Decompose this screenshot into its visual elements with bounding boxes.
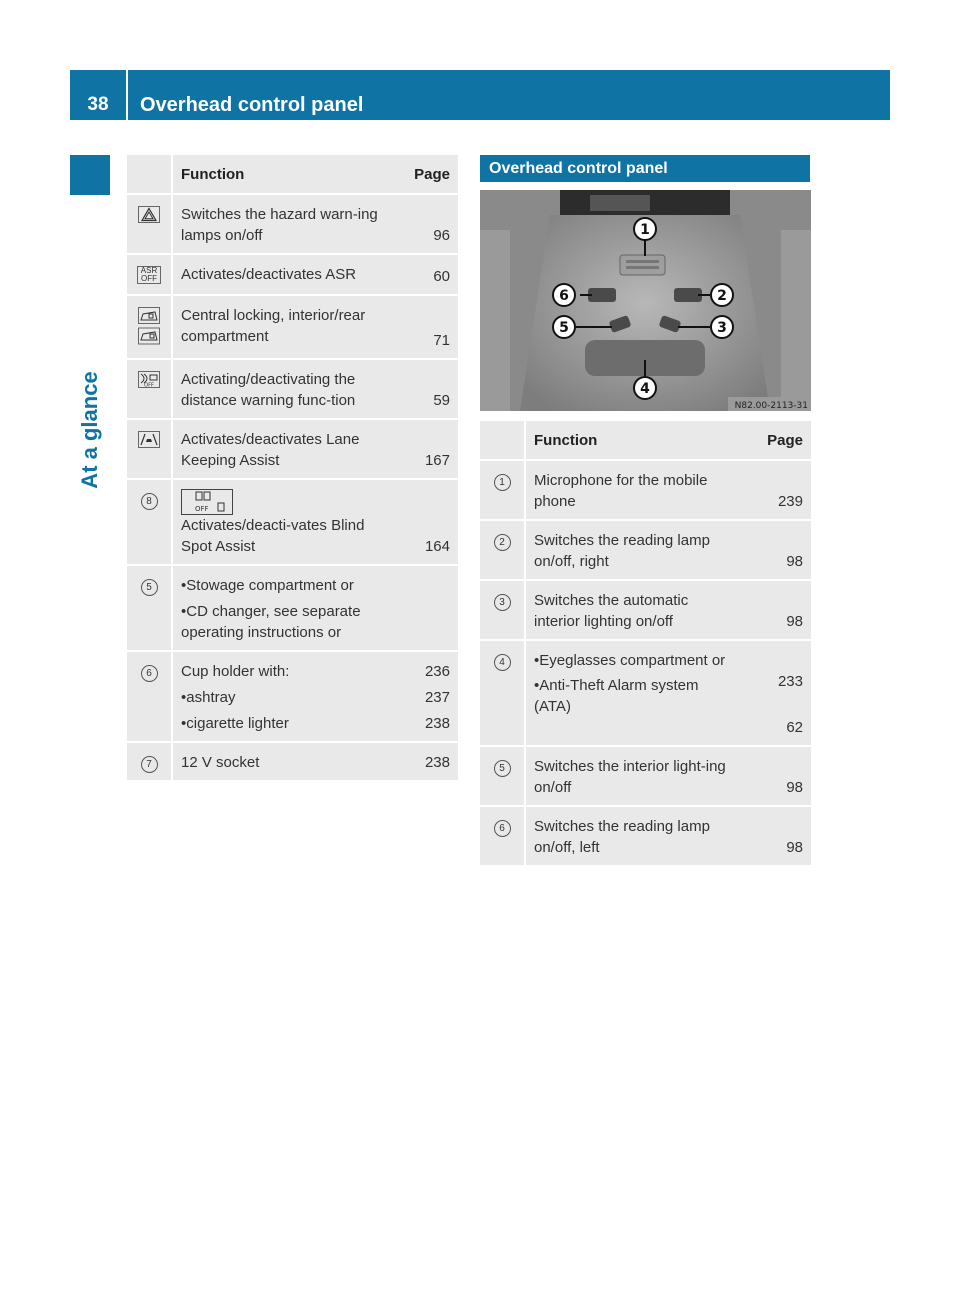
central-locking-icon [138,307,160,345]
function-text: Activating/deactivating the distance warning func-tion [173,360,394,420]
section-title: Overhead control panel [480,155,810,182]
photo-callout: 5 [559,320,569,336]
lane-keeping-icon [138,431,160,448]
list-item: • ashtray [181,687,387,708]
callout-number: 6 [141,665,158,682]
page-ref: 239 [739,461,811,521]
image-code: N82.00-2113-31 [734,401,808,411]
function-text: Switches the reading lamp on/off, right [526,521,739,581]
page-column-header: Page [394,155,458,195]
photo-callout: 3 [717,320,727,336]
photo-callout: 4 [640,381,650,397]
table-row [480,581,811,641]
table-row [127,743,458,782]
table-row [127,296,458,360]
callout-number: 5 [141,579,158,596]
function-text: Central locking, interior/rear compartment [173,296,394,360]
sidebar-tab-marker [70,155,110,195]
hazard-warning-icon [138,206,160,223]
list-item: • Eyeglasses compartment or [534,650,732,671]
callout-number: 2 [494,534,511,551]
svg-text:OFF: OFF [144,382,154,388]
page-ref: 164 [394,480,458,566]
page-ref: 238 [394,743,458,782]
left-function-table [127,155,458,782]
table-row [127,480,458,566]
table-row [127,255,458,296]
overhead-panel-photo [480,190,811,411]
function-text: Activates/deactivates ASR [173,255,394,296]
svg-text:OFF: OFF [195,505,209,513]
page-ref: 98 [739,521,811,581]
page-column-header: Page [739,421,811,461]
table-row [127,652,458,743]
list-item: • CD changer, see separate operating instructions or [181,601,387,643]
page-ref: 167 [394,420,458,480]
header-divider [126,70,128,120]
page-header [70,70,890,120]
table-row [480,641,811,747]
callout-number: 7 [141,756,158,773]
table-row [480,461,811,521]
page-ref: 238 [424,715,450,732]
function-text: Activates/deactivates Lane Keeping Assist [173,420,394,480]
callout-number: 8 [141,493,158,510]
page-ref: 237 [424,689,450,706]
callout-number: 4 [494,654,511,671]
photo-callout: 2 [717,288,727,304]
sidebar-chapter [70,330,110,530]
table-row [127,195,458,255]
table-row [480,521,811,581]
function-column-header: Function [526,421,739,461]
photo-callout: 6 [559,288,569,304]
table-row [480,747,811,807]
page-ref: 60 [394,255,458,296]
page-ref: 96 [394,195,458,255]
page-ref: 98 [739,581,811,641]
table-row [127,420,458,480]
page-ref: 233 [777,673,803,690]
function-text: 12 V socket [173,743,394,782]
distance-warning-off-icon [138,371,160,388]
page-ref: 236 [424,663,450,680]
sidebar-chapter-label: At a glance [77,371,102,489]
page-ref: 71 [394,296,458,360]
callout-number: 1 [494,474,511,491]
page-ref: 98 [739,747,811,807]
symbol-column-header [480,421,526,461]
right-function-table [480,421,811,867]
callout-number: 5 [494,760,511,777]
asr-off-icon: ASR OFF [137,266,161,284]
page-title: Overhead control panel [140,94,364,116]
function-column-header: Function [173,155,394,195]
function-text: Switches the reading lamp on/off, left [526,807,739,867]
function-text: Switches the hazard warn-ing lamps on/off [173,195,394,255]
page-ref: 62 [786,719,803,736]
page-ref: 98 [739,807,811,867]
callout-number: 3 [494,594,511,611]
table-row [480,807,811,867]
function-text: Switches the interior light-ing on/off [526,747,739,807]
list-item: • Stowage compartment or [181,575,387,596]
table-row [127,360,458,420]
symbol-column-header [127,155,173,195]
list-item: • Anti-Theft Alarm system (ATA) [534,675,732,717]
function-text: Switches the automatic interior lighting on/off [526,581,739,641]
blind-spot-icon [181,489,233,515]
function-text: Cup holder with: [181,663,290,680]
page-number: 38 [87,94,109,115]
function-text: Microphone for the mobile phone [526,461,739,521]
page-ref: 59 [394,360,458,420]
function-text: Activates/deacti-vates Blind Spot Assist [181,517,365,555]
photo-callout: 1 [640,222,650,238]
list-item: • cigarette lighter [181,713,387,734]
table-row [127,566,458,652]
callout-number: 6 [494,820,511,837]
